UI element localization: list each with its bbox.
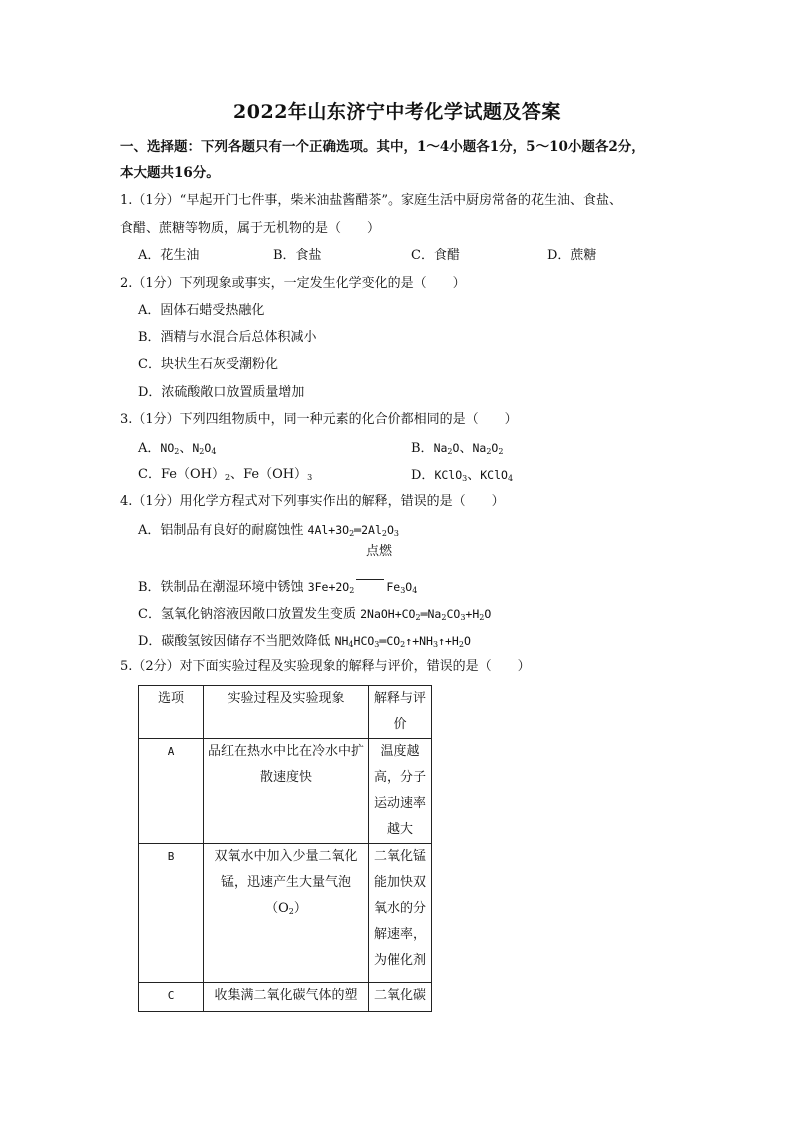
q3-option-a: A．$NO_2$、$N_2O_4$ [138,441,217,456]
table-header-process: 实验过程及实验现象 [204,686,369,739]
table-cell-option: A [139,739,204,844]
q4-option-d: D．碳酸氢铵因储存不当肥效降低 $NH_4HCO_3═CO_2↑+NH_3↑+H_2O$ [138,634,471,649]
q2-option-b: B．酒精与水混合后总体积减小 [138,330,317,345]
q4-stem: 4.（1分）用化学方程式对下列事实作出的解释，错误的是（ ） [120,494,505,509]
q3-stem: 3.（1分）下列四组物质中，同一种元素的化合价都相同的是（ ） [120,412,518,427]
table-row [139,739,432,844]
q1-option-d: D．蔗糖 [547,248,597,263]
reaction-arrow-line [356,579,384,580]
q4-option-c: C．氢氧化钠溶液因敞口放置发生变质 $2NaOH+CO_2═Na_2CO_3+H_2O$ [138,607,492,622]
section-heading [120,134,680,186]
q2-option-d: D．浓硫酸敞口放置质量增加 [138,385,305,400]
q3-option-b: B．$Na_2O$、$Na_2O_2$ [411,441,504,456]
table-cell-process: 双氧水中加入少量二氧化锰，迅速产生大量气泡 $(O_2)$ [204,844,369,983]
table-cell-evaluation: 温度越高，分子运动速率越大 [369,739,432,844]
q1-option-b: B．食盐 [273,248,322,263]
table-cell-option: B [139,844,204,983]
section-heading-line-2: 本大题共16分。 [120,165,220,181]
q4-option-b: B．铁制品在潮湿环境中锈蚀 $3Fe+2O_2$ $Fe_3O_4$ [138,580,418,595]
page-title: 2022年山东济宁中考化学试题及答案 [233,101,561,123]
table-row [139,983,432,1012]
ignition-condition-label: 点燃 [365,544,392,559]
q1-option-a: A．花生油 [138,248,200,263]
section-heading-line-1: 一、选择题：下列各题只有一个正确选项。其中，1～4小题各1分，5～10小题各2分， [120,139,645,155]
q2-option-a: A．固体石蜡受热融化 [138,303,265,318]
q5-table [138,685,432,1012]
table-header-row [139,686,432,739]
table-header-evaluation: 解释与评价 [369,686,432,739]
table-cell-option: C [139,983,204,1012]
q3-option-c: C．$Fe(OH)_2$、$Fe(OH)_3$ [138,467,313,482]
table-cell-process: 收集满二氧化碳气体的塑 [204,983,369,1012]
q1-option-c: C．食醋 [411,248,460,263]
table-header-option: 选项 [139,686,204,739]
q2-option-c: C．块状生石灰受潮粉化 [138,357,278,372]
q4-option-a: A．铝制品有良好的耐腐蚀性 $4Al+3O_2═2Al_2O_3$ [138,523,399,538]
table-cell-evaluation: 二氧化锰能加快双氧水的分解速率，为催化剂 [369,844,432,983]
q2-stem: 2.（1分）下列现象或事实，一定发生化学变化的是（ ） [120,276,466,291]
q1-stem-line-2: 食醋、蔗糖等物质，属于无机物的是（ ） [120,221,381,236]
table-row [139,844,432,983]
table-cell-process: 品红在热水中比在冷水中扩散速度快 [204,739,369,844]
table-cell-evaluation: 二氧化碳 [369,983,432,1012]
q3-option-d: D．KClO$_3$、KClO$_4$ [411,468,514,483]
q1-stem-line-1: 1.（1分）“早起开门七件事，柴米油盐酱醋茶”。家庭生活中厨房常备的花生油、食盐、 [120,193,622,208]
q5-stem: 5.（2分）对下面实验过程及实验现象的解释与评价，错误的是（ ） [120,659,531,674]
reaction-condition [365,543,393,561]
